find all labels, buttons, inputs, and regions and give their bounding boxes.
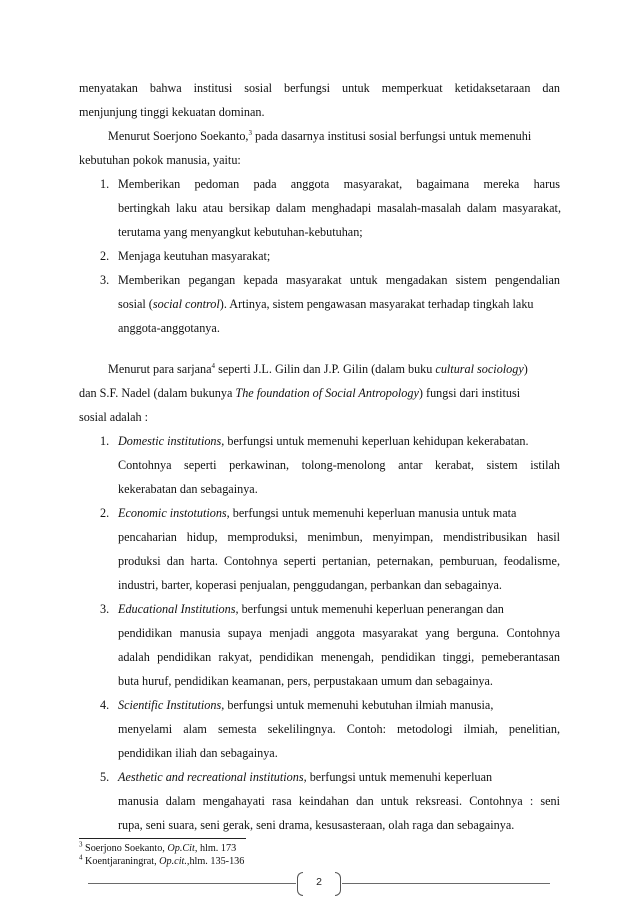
list-item-line: pendidikan manusia supaya menjadi anggota masyarakat yang berguna. Contohnya <box>118 626 560 640</box>
list-item-line: Contohnya seperti perkawinan, tolong-menolong antar kerabat, sistem istilah <box>118 458 560 472</box>
list-number: 5. <box>100 770 110 784</box>
list-item-line: anggota-anggotanya. <box>118 321 220 335</box>
list-item-line: pencaharian hidup, memproduksi, menimbun, menyimpan, mendistribusikan hasil <box>118 530 560 544</box>
list-number: 2. <box>100 249 110 263</box>
list-number: 2. <box>100 506 110 520</box>
list-item-line: adalah pendidikan rakyat, pendidikan menengah, pendidikan tinggi, pemeberantasan <box>118 650 560 664</box>
list-number: 1. <box>100 177 110 191</box>
list-item-line: Memberikan pedoman pada anggota masyarakat, bagaimana mereka harus <box>118 177 560 191</box>
list-item-line: produksi dan harta. Contohnya seperti pertanian, peternakan, pemburuan, feodalisme, <box>118 554 560 568</box>
paragraph-line: menjunjung tinggi kekuatan dominan. <box>79 105 265 119</box>
paragraph-line: kebutuhan pokok manusia, yaitu: <box>79 153 241 167</box>
list-number: 3. <box>100 273 110 287</box>
footnote: $^4$ Koentjaraningrat, Op.cit.,hlm. 135-136 <box>79 853 245 867</box>
list-item-line: pendidikan iliah dan sebagainya. <box>118 746 278 760</box>
footnote-ref: 3 <box>248 128 252 137</box>
list-item-line: Memberikan pegangan kepada masyarakat untuk mengadakan sistem pengendalian <box>118 273 560 287</box>
footnote: $^3$ Soerjono Soekanto, Op.Cit, hlm. 173 <box>79 840 237 854</box>
paragraph-line: dan S.F. Nadel (dalam bukunya The foundation of Social Antropology) fungsi dari institusi <box>79 386 521 400</box>
footer-rule-right <box>342 883 550 884</box>
paragraph-line: sosial adalah : <box>79 410 149 424</box>
list-item-line: Aesthetic and recreational institutions, berfungsi untuk memenuhi keperluan <box>118 770 493 784</box>
list-item-line: bertingkah laku atau bersikap dalam menghadapi masalah-masalah dalam masyarakat, <box>118 201 561 215</box>
paragraph-line: Menurut para sarjana$^4$ seperti J.L. Gilin dan J.P. Gilin (dalam buku cultural sociology) <box>108 361 528 376</box>
list-item-line: industri, barter, koperasi penjualan, penggudangan, perbankan dan sebagainya. <box>118 578 502 592</box>
paragraph-line: menyatakan bahwa institusi sosial berfungsi untuk memperkuat ketidaksetaraan dan <box>79 81 560 95</box>
list-item-line: menyelami alam semesta sekelilingnya. Contoh: metodologi ilmiah, penelitian, <box>118 722 560 736</box>
list-item-line: terutama yang menyangkut kebutuhan-kebutuhan; <box>118 225 363 239</box>
list-item-line: rupa, seni suara, seni gerak, seni drama, kesusasteraan, olah raga dan sebagainya. <box>118 818 515 832</box>
list-number: 3. <box>100 602 110 616</box>
list-item-line: Menjaga keutuhan masyarakat; <box>118 249 271 263</box>
page-number: 2 <box>316 876 322 888</box>
list-item-line: kekerabatan dan sebagainya. <box>118 482 258 496</box>
list-item-line: Economic instotutions, berfungsi untuk memenuhi keperluan manusia untuk mata <box>118 506 517 520</box>
footnote-ref: 4 <box>211 361 216 370</box>
list-item-line: sosial (social control). Artinya, sistem pengawasan masyarakat terhadap tingkah laku <box>118 297 534 311</box>
list-number: 4. <box>100 698 110 712</box>
page-number-box <box>297 872 341 896</box>
list-number: 1. <box>100 434 110 448</box>
list-item-line: Educational Institutions, berfungsi untuk memenuhi keperluan penerangan dan <box>118 602 504 616</box>
list-item-line: Domestic institutions, berfungsi untuk memenuhi keperluan kehidupan kekerabatan. <box>118 434 529 448</box>
footer-rule-left <box>88 883 296 884</box>
footnote-separator <box>79 838 246 839</box>
list-item-line: buta huruf, pendidikan keamanan, pers, perpustakaan umum dan sebagainya. <box>118 674 493 688</box>
paragraph-line: Menurut Soerjono Soekanto,$^3$ pada dasarnya institusi sosial berfungsi untuk memenuhi <box>108 128 532 143</box>
list-item-line: manusia dalam mengahayati rasa keindahan dan untuk reksreasi. Contohnya : seni <box>118 794 560 808</box>
list-item-line: Scientific Institutions, berfungsi untuk memenuhi kebutuhan ilmiah manusia, <box>118 698 494 712</box>
